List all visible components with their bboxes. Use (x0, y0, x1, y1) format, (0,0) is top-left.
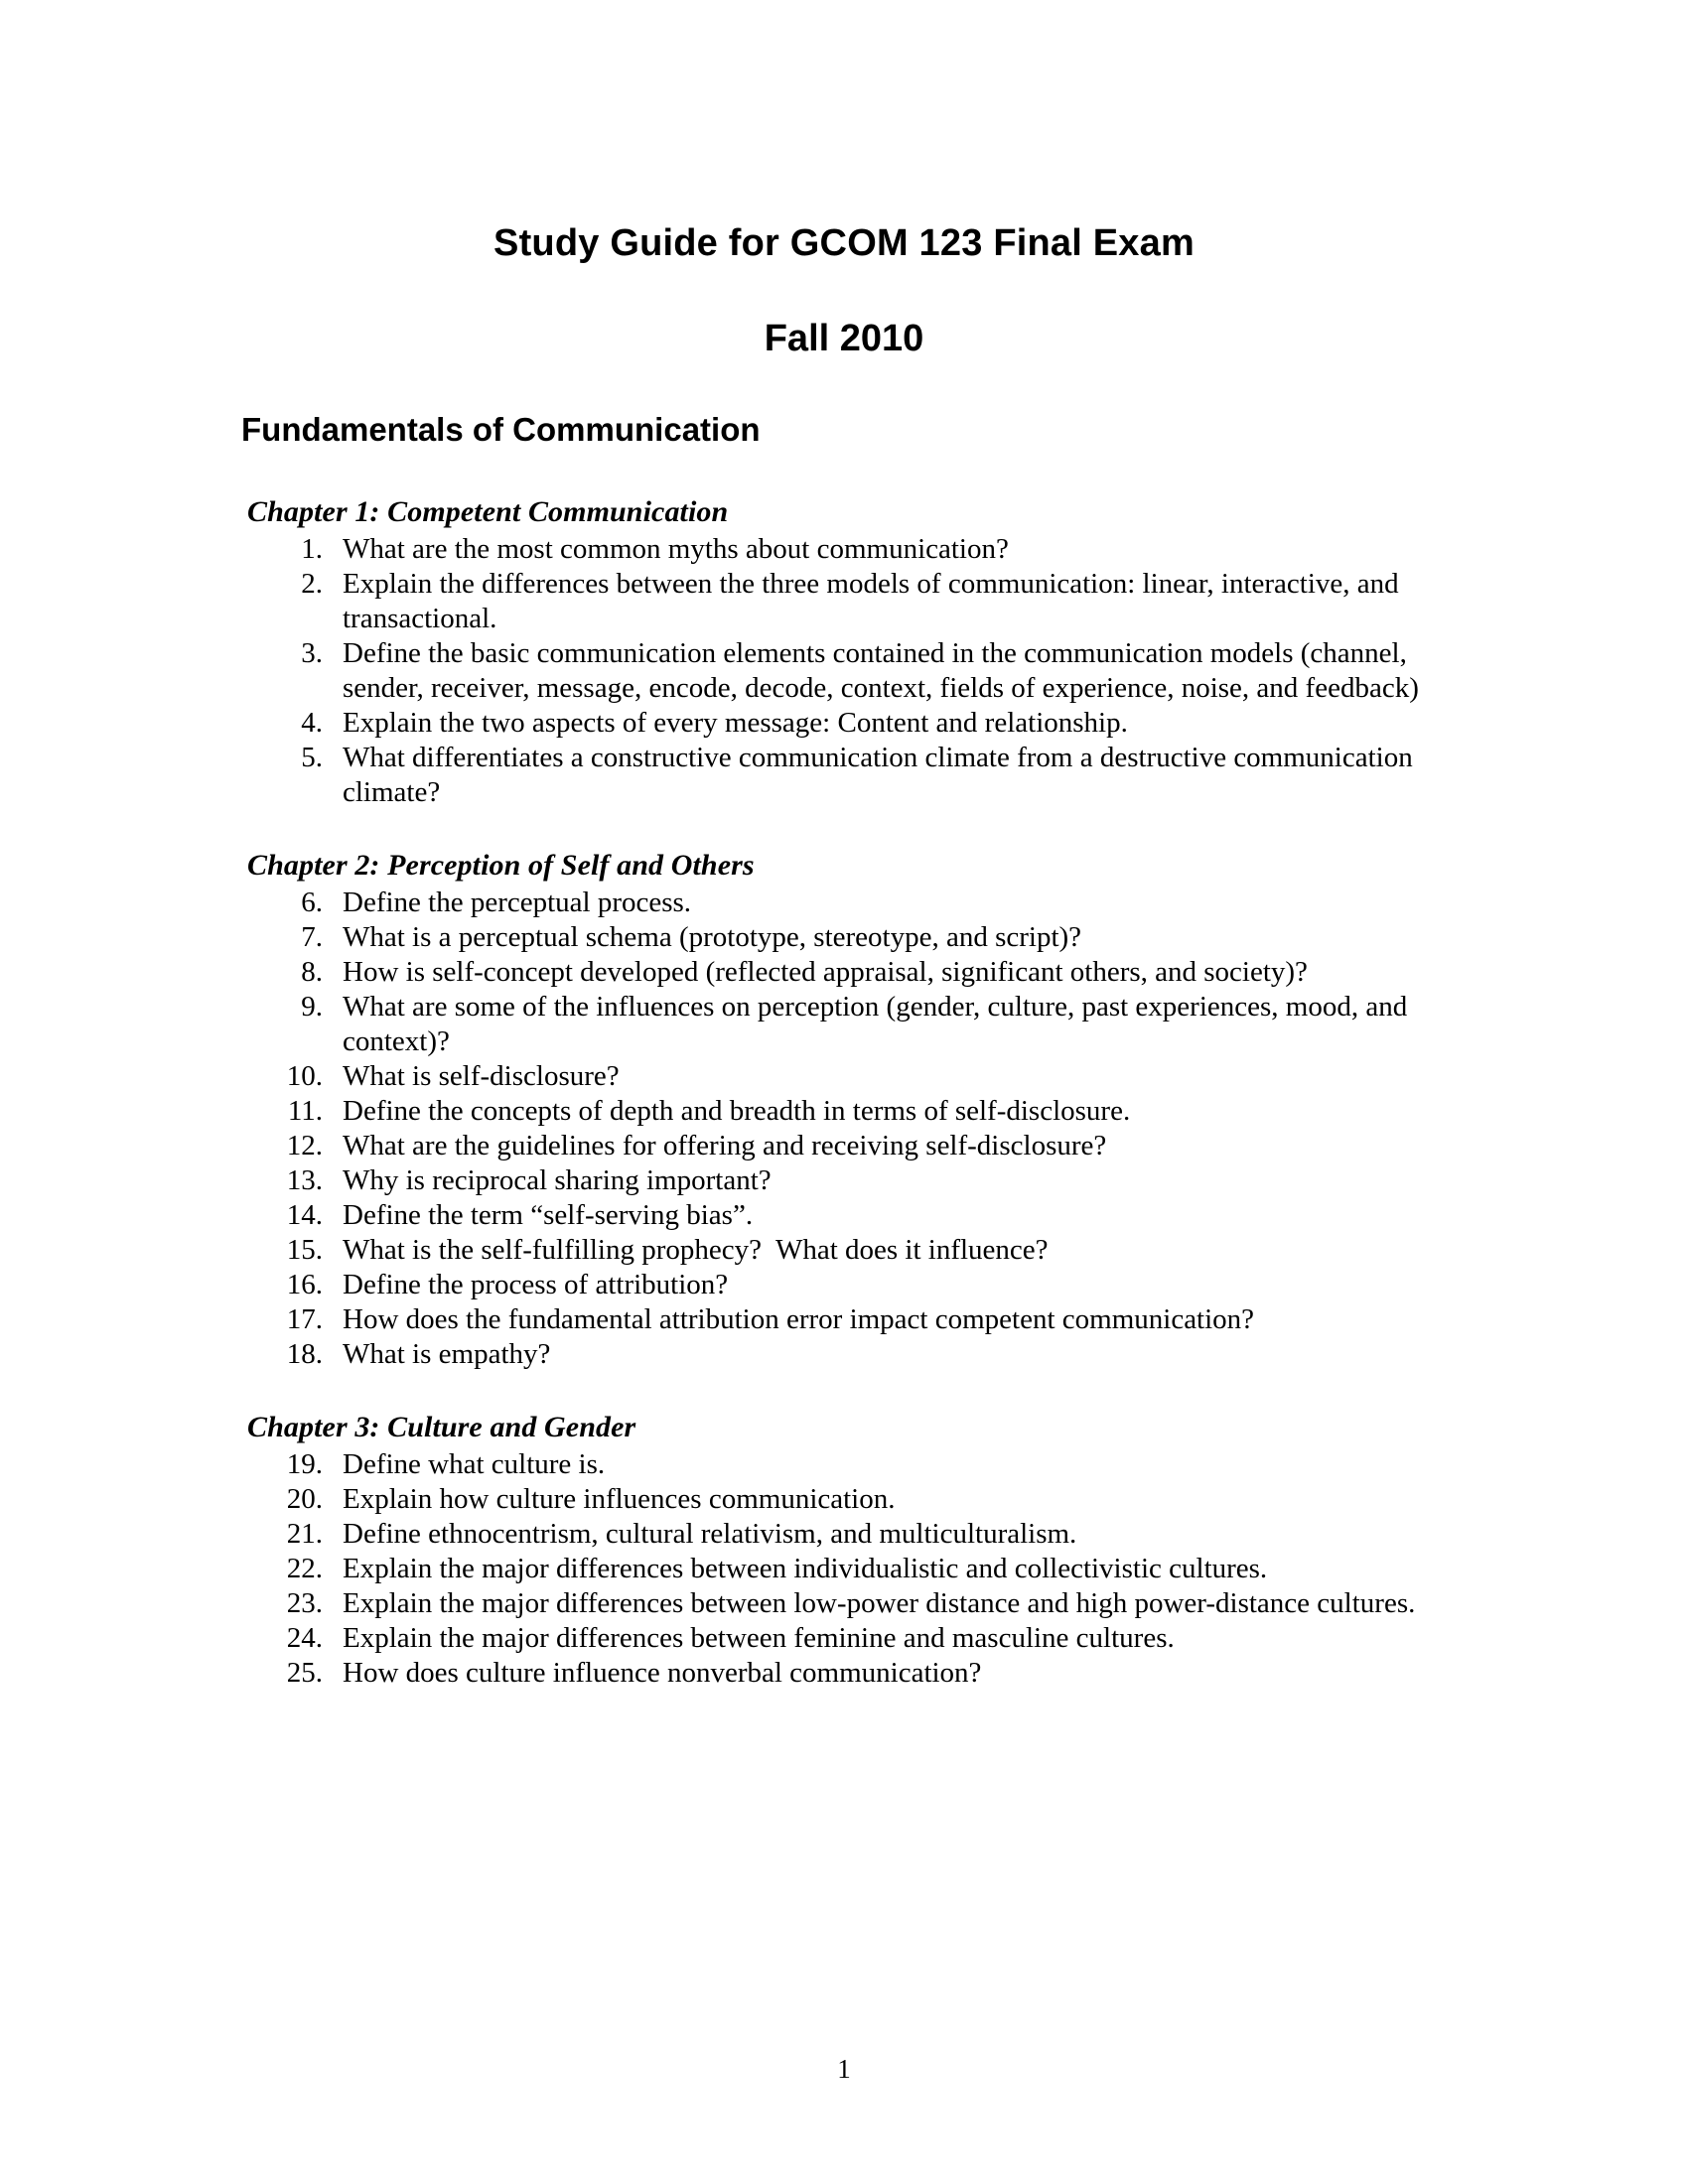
chapter-heading: Chapter 2: Perception of Self and Others (247, 849, 755, 882)
list-item-text: Define what culture is. (343, 1448, 606, 1480)
list-item (0, 990, 1688, 1059)
list-item-number: 2. (301, 568, 323, 600)
list-item (0, 886, 1688, 920)
section-heading: Fundamentals of Communication (241, 411, 761, 448)
document-title: Study Guide for GCOM 123 Final Exam (493, 222, 1195, 264)
list-item (0, 1586, 1688, 1621)
list-item-number: 11. (287, 1095, 323, 1127)
list-item (0, 1302, 1688, 1337)
question-list (0, 886, 1688, 1372)
list-item-number: 22. (286, 1553, 323, 1584)
list-item-number: 23. (286, 1587, 323, 1619)
list-item-text: What is the self-fulfilling prophecy? What does it influence? (343, 1234, 1049, 1266)
chapter-heading: Chapter 3: Culture and Gender (247, 1411, 636, 1443)
list-item-number: 19. (286, 1448, 323, 1480)
list-item (0, 1094, 1688, 1129)
list-item-number: 10. (286, 1060, 323, 1092)
list-item (0, 1233, 1688, 1268)
list-item-text: What is empathy? (343, 1338, 551, 1370)
list-item-number: 12. (286, 1130, 323, 1161)
list-item-text: Define the process of attribution? (343, 1269, 729, 1300)
list-item (0, 955, 1688, 990)
list-item-text: What differentiates a constructive communication climate from a destructive communication climate? (343, 742, 1420, 808)
chapter-block (0, 1410, 1688, 1691)
chapter-block (0, 494, 1688, 810)
list-item-text: What are some of the influences on perception (gender, culture, past experiences, mood, and context)? (343, 991, 1415, 1057)
list-item (0, 1059, 1688, 1094)
list-item (0, 1163, 1688, 1198)
list-item-text: Define ethnocentrism, cultural relativism, and multiculturalism. (343, 1518, 1077, 1550)
list-item-number: 1. (301, 533, 323, 565)
list-item-number: 3. (301, 637, 323, 669)
list-item-number: 21. (286, 1518, 323, 1550)
list-item (0, 636, 1688, 706)
list-item-text: What is self-disclosure? (343, 1060, 620, 1092)
list-item-number: 20. (286, 1483, 323, 1515)
list-item-number: 4. (301, 707, 323, 739)
list-item-text: Explain the major differences between low-power distance and high power-distance cultures. (343, 1587, 1416, 1619)
list-item-number: 15. (286, 1234, 323, 1266)
list-item-text: What are the most common myths about communication? (343, 533, 1009, 565)
list-item-number: 25. (286, 1657, 323, 1689)
list-item (0, 920, 1688, 955)
document-subtitle: Fall 2010 (764, 318, 924, 359)
list-item-number: 16. (286, 1269, 323, 1300)
list-item-number: 8. (301, 956, 323, 988)
list-item-text: Explain the differences between the three models of communication: linear, interactive, and transactional. (343, 568, 1406, 634)
list-item-text: Define the concepts of depth and breadth in terms of self-disclosure. (343, 1095, 1131, 1127)
list-item-text: Explain the two aspects of every message: Content and relationship. (343, 707, 1128, 739)
list-item (0, 1447, 1688, 1482)
list-item (0, 1552, 1688, 1586)
list-item-number: 13. (286, 1164, 323, 1196)
list-item (0, 1198, 1688, 1233)
list-item (0, 567, 1688, 636)
list-item-number: 24. (286, 1622, 323, 1654)
list-item (0, 1656, 1688, 1691)
list-item (0, 1621, 1688, 1656)
list-item (0, 1337, 1688, 1372)
list-item (0, 1129, 1688, 1163)
list-item-text: How does the fundamental attribution error impact competent communication? (343, 1303, 1255, 1335)
list-item (0, 706, 1688, 741)
list-item-text: Explain the major differences between feminine and masculine cultures. (343, 1622, 1175, 1654)
list-item-text: Define the term “self-serving bias”. (343, 1199, 754, 1231)
list-item-text: How is self-concept developed (reflected appraisal, significant others, and society)? (343, 956, 1308, 988)
list-item-text: Define the perceptual process. (343, 887, 692, 918)
list-item-number: 18. (286, 1338, 323, 1370)
list-item-text: Explain the major differences between individualistic and collectivistic cultures. (343, 1553, 1268, 1584)
chapter-block (0, 848, 1688, 1372)
list-item-text: How does culture influence nonverbal communication? (343, 1657, 982, 1689)
list-item (0, 1517, 1688, 1552)
question-list (0, 532, 1688, 810)
list-item-number: 9. (301, 991, 323, 1023)
list-item-number: 5. (301, 742, 323, 773)
list-item-number: 6. (301, 887, 323, 918)
list-item-text: Why is reciprocal sharing important? (343, 1164, 772, 1196)
list-item (0, 1482, 1688, 1517)
chapter-heading: Chapter 1: Competent Communication (247, 495, 729, 528)
list-item (0, 532, 1688, 567)
chapter-list (0, 494, 1688, 1691)
list-item-number: 17. (286, 1303, 323, 1335)
list-item-number: 14. (286, 1199, 323, 1231)
list-item-number: 7. (301, 921, 323, 953)
list-item (0, 1268, 1688, 1302)
list-item-text: Define the basic communication elements contained in the communication models (channel, sender, receiver, message, encode, decode, context, fields of experience, noise, and feedback) (343, 637, 1419, 704)
list-item (0, 741, 1688, 810)
list-item-text: What are the guidelines for offering and receiving self-disclosure? (343, 1130, 1107, 1161)
list-item-text: What is a perceptual schema (prototype, stereotype, and script)? (343, 921, 1082, 953)
question-list (0, 1447, 1688, 1691)
page-number: 1 (837, 2054, 851, 2084)
list-item-text: Explain how culture influences communication. (343, 1483, 896, 1515)
